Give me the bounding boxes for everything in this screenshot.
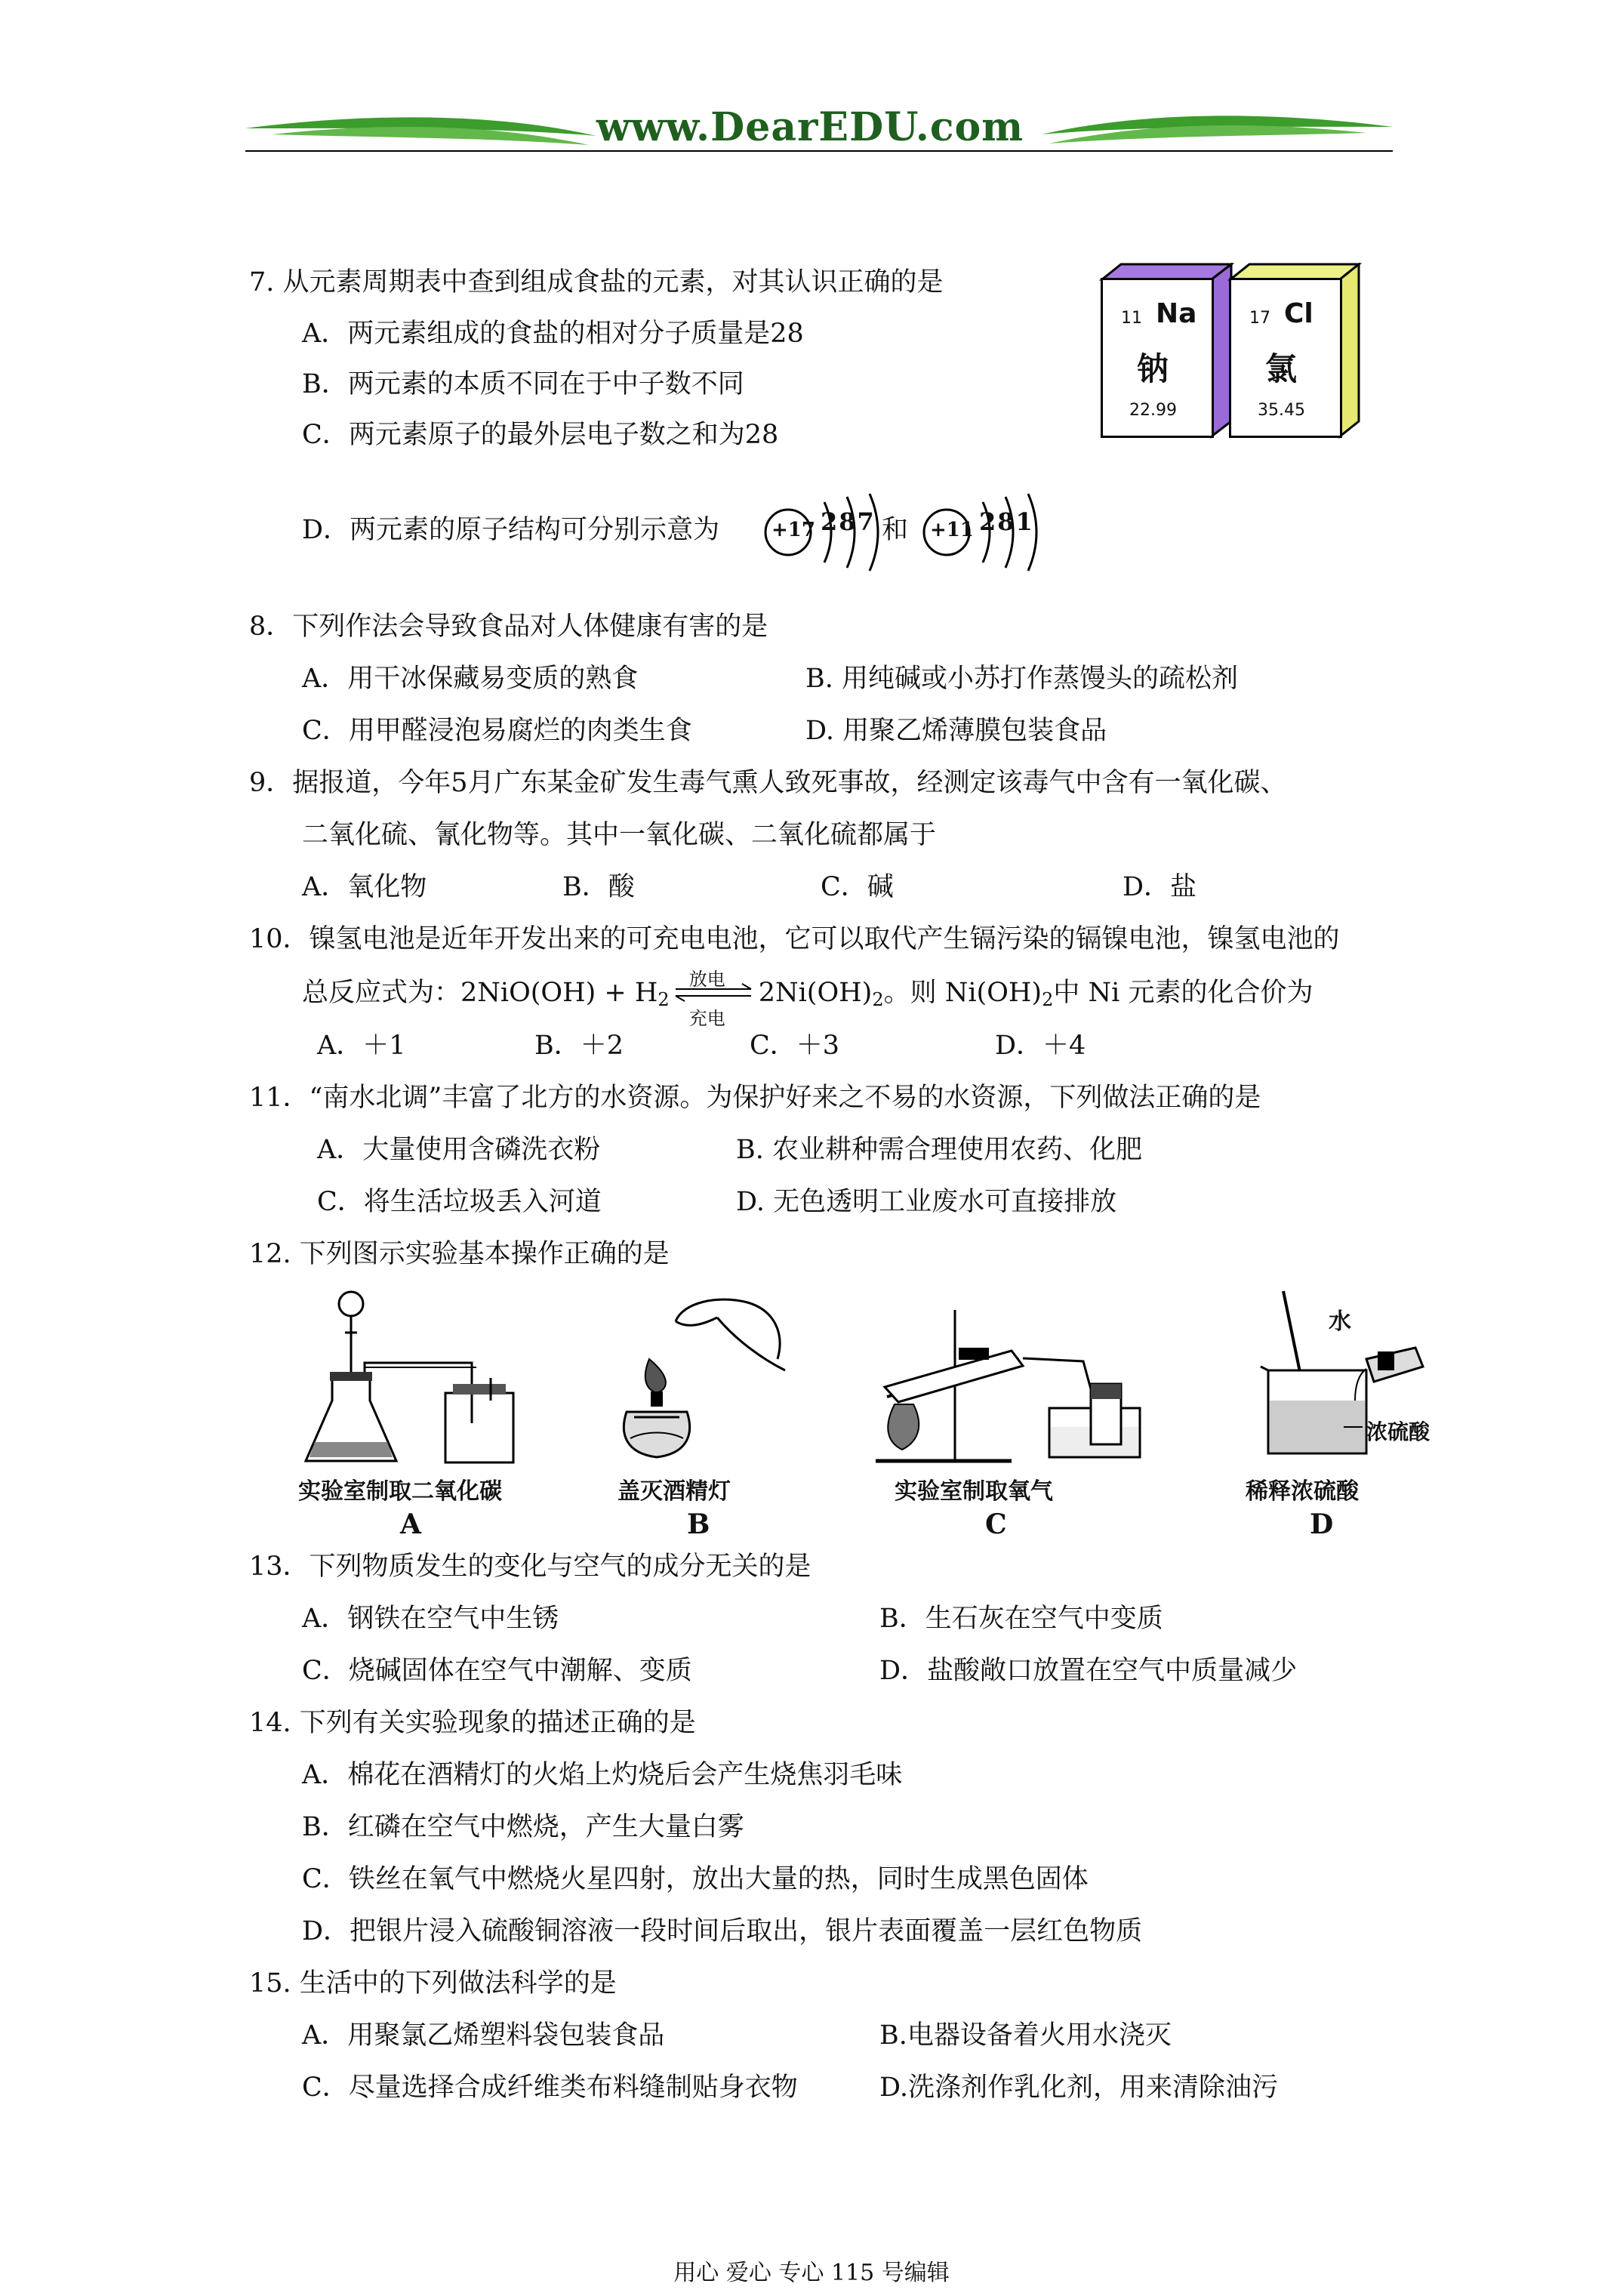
apparatus-oxygen-illustration <box>868 1302 1147 1465</box>
q15-option-d: D.洗涤剂作乳化剂，用来清除油污 <box>879 2073 1278 2103</box>
apparatus-co2-illustration <box>298 1287 547 1469</box>
q12-stem: 12. 下列图示实验基本操作正确的是 <box>249 1239 670 1269</box>
q13-option-d: D．盐酸敞口放置在空气中质量减少 <box>879 1656 1298 1686</box>
q15-option-a: A．用聚氯乙烯塑料袋包装食品 <box>302 2020 665 2051</box>
eq-arrow-top-label: 放电 <box>688 969 725 990</box>
q11-option-a: A．大量使用含磷洗衣粉 <box>317 1135 601 1165</box>
q13-option-c: C．烧碱固体在空气中潮解、变质 <box>302 1656 692 1686</box>
eq-reactants: 总反应式为：2NiO(OH) + H <box>302 978 658 1008</box>
eq-reversible-arrow <box>670 969 759 1029</box>
eq-mid-text: 。则 Ni(OH) <box>883 978 1042 1008</box>
q10-option-a: A．＋1 <box>317 1031 406 1061</box>
atomic-number: 11 <box>1121 309 1142 328</box>
q7-option-a: A．两元素组成的食盐的相对分子质量是28 <box>302 319 804 349</box>
eq-arrow-bottom-label: 充电 <box>688 1008 725 1029</box>
q14-option-a: A．棉花在酒精灯的火焰上灼烧后会产生烧焦羽毛味 <box>302 1760 903 1790</box>
eq-tail-text: 中 Ni 元素的化合价为 <box>1053 978 1313 1008</box>
eq-subscript: 2 <box>1042 989 1054 1010</box>
site-logo-text[interactable]: www.DearEDU.com <box>596 104 1024 150</box>
q7-option-b: B．两元素的本质不同在于中子数不同 <box>302 369 744 399</box>
figure-caption-b: 盖灭酒精灯 <box>617 1478 731 1505</box>
q8-option-d: D. 用聚乙烯薄膜包装食品 <box>805 716 1107 746</box>
element-symbol: Cl <box>1284 298 1313 329</box>
atom-structure-cl <box>762 491 895 574</box>
label-water: 水 <box>1329 1308 1351 1335</box>
q7-option-c: C．两元素原子的最外层电子数之和为28 <box>302 420 779 450</box>
q13-option-b: B．生石灰在空气中变质 <box>879 1604 1163 1634</box>
nucleus-charge: +17 <box>771 519 815 541</box>
shell-electrons: 281 <box>979 507 1034 536</box>
reversible-arrow-icon <box>673 982 756 1003</box>
q7-option-d: D．两元素的原子结构可分别示意为 <box>302 515 720 545</box>
q15-option-b: B.电器设备着火用水浇灭 <box>879 2020 1172 2051</box>
eq-product: 2Ni(OH) <box>758 978 873 1008</box>
element-tile-na <box>1101 278 1214 438</box>
figure-caption-d: 稀释浓硫酸 <box>1246 1478 1359 1505</box>
eq-subscript: 2 <box>872 989 884 1010</box>
q10-stem-line1: 10．镍氢电池是近年开发出来的可充电电池，它可以取代产生镉污染的镉镍电池，镍氢电池的 <box>249 924 1340 954</box>
element-name: 钠 <box>1137 350 1169 387</box>
q9-option-b: B．酸 <box>562 872 635 902</box>
q11-option-b: B. 农业耕种需合理使用农药、化肥 <box>736 1135 1142 1165</box>
q14-stem: 14. 下列有关实验现象的描述正确的是 <box>249 1708 696 1738</box>
atomic-mass: 35.45 <box>1258 401 1305 420</box>
q10-equation <box>302 969 1313 1029</box>
q11-option-d: D. 无色透明工业废水可直接排放 <box>736 1187 1117 1217</box>
atomic-number: 17 <box>1249 309 1270 328</box>
shell-electrons: 287 <box>821 507 876 536</box>
element-symbol: Na <box>1156 298 1197 329</box>
q10-option-c: C．＋3 <box>750 1031 840 1061</box>
q14-option-c: C．铁丝在氧气中燃烧火星四射，放出大量的热，同时生成黑色固体 <box>302 1864 1089 1894</box>
page-footer: 用心 爱心 专心 115 号编辑 <box>673 2260 950 2286</box>
element-name: 氯 <box>1265 350 1298 387</box>
label-concentrated-acid: 浓硫酸 <box>1366 1419 1431 1444</box>
alcohol-lamp-blowing-illustration <box>604 1287 793 1465</box>
q11-stem: 11．“南水北调”丰富了北方的水资源。为保护好来之不易的水资源，下列做法正确的是 <box>249 1083 1261 1113</box>
q7-and-text: 和 <box>882 515 909 545</box>
q8-option-c: C．用甲醛浸泡易腐烂的肉类生食 <box>302 716 692 746</box>
q9-option-a: A．氧化物 <box>302 872 427 902</box>
q14-option-b: B．红磷在空气中燃烧，产生大量白雾 <box>302 1812 744 1842</box>
atomic-mass: 22.99 <box>1129 401 1177 420</box>
q13-option-a: A．钢铁在空气中生锈 <box>302 1604 559 1634</box>
q10-option-b: B．＋2 <box>534 1031 624 1061</box>
eq-subscript: 2 <box>658 989 670 1010</box>
atom-structure-na <box>921 491 1053 574</box>
q9-stem-line2: 二氧化硫、氰化物等。其中一氧化碳、二氧化硫都属于 <box>302 820 937 850</box>
q11-option-c: C．将生活垃圾丢入河道 <box>317 1187 602 1217</box>
q9-option-d: D．盐 <box>1123 872 1197 902</box>
figure-letter-d: D <box>1310 1509 1334 1540</box>
q9-option-c: C．碱 <box>821 872 894 902</box>
nucleus-charge: +11 <box>930 519 974 541</box>
q14-option-d: D．把银片浸入硫酸铜溶液一段时间后取出，银片表面覆盖一层红色物质 <box>302 1916 1143 1946</box>
element-tile-cl <box>1229 278 1342 438</box>
figure-caption-c: 实验室制取氧气 <box>895 1478 1053 1505</box>
q8-option-a: A．用干冰保藏易变质的熟食 <box>302 664 639 694</box>
q8-stem: 8．下列作法会导致食品对人体健康有害的是 <box>249 612 768 642</box>
q15-option-c: C．尽量选择合成纤维类布料缝制贴身衣物 <box>302 2073 798 2103</box>
q13-stem: 13．下列物质发生的变化与空气的成分无关的是 <box>249 1552 812 1582</box>
figure-letter-c: C <box>985 1509 1007 1540</box>
figure-letter-b: B <box>687 1509 710 1540</box>
q9-stem-line1: 9．据报道，今年5月广东某金矿发生毒气熏人致死事故，经测定该毒气中含有一氧化碳、 <box>249 768 1287 798</box>
q7-stem: 7. 从元素周期表中查到组成食盐的元素，对其认识正确的是 <box>249 267 944 297</box>
q15-stem: 15. 生活中的下列做法科学的是 <box>249 1968 617 1999</box>
q8-option-b: B. 用纯碱或小苏打作蒸馒头的疏松剂 <box>805 664 1238 694</box>
figure-caption-a: 实验室制取二氧化碳 <box>298 1478 502 1505</box>
figure-letter-a: A <box>400 1509 421 1540</box>
q10-option-d: D．＋4 <box>995 1031 1086 1061</box>
